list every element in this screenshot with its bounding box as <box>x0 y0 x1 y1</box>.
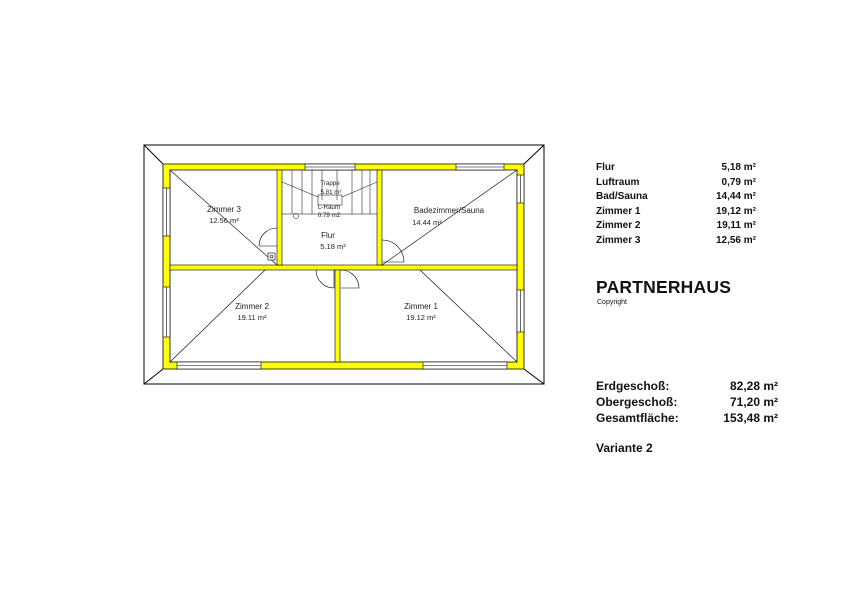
total-row: Erdgeschoß: 82,28 m² <box>596 379 778 393</box>
room-bad-area: 14.44 m² <box>412 218 442 227</box>
room-zimmer-1-area: 19.12 m² <box>406 313 436 322</box>
room-l-raum-area: 0.79 m2 <box>317 212 341 219</box>
roof-outline <box>144 145 544 384</box>
room-zimmer-2-name: Zimmer 2 <box>235 302 269 311</box>
area-totals <box>596 378 778 427</box>
room-trappe-area: 5.81 m² <box>320 189 342 196</box>
legend-row: Luftraum 0,79 m² <box>596 176 756 188</box>
room-zimmer-3-name: Zimmer 3 <box>207 205 241 214</box>
legend-row: Zimmer 1 19,12 m² <box>596 205 756 217</box>
legend-row: Bad/Sauna 14,44 m² <box>596 191 756 203</box>
variant-label: Variante 2 <box>596 441 653 455</box>
interior-walls <box>170 170 517 362</box>
room-flur-name: Flur <box>321 231 335 240</box>
room-flur-area: 5.18 m² <box>320 242 346 251</box>
area-legend <box>596 161 756 249</box>
legend-row: Zimmer 2 19,11 m² <box>596 220 756 232</box>
room-zimmer-3-area: 12.56 m² <box>209 216 239 225</box>
room-trappe-name: Trappe <box>320 180 340 187</box>
total-row: Obergeschoß: 71,20 m² <box>596 395 778 410</box>
room-l-raum-name: L-Raum <box>317 204 341 211</box>
legend-row: Flur 5,18 m² <box>596 162 756 173</box>
total-row: Gesamtfläche: 153,48 m² <box>596 411 778 426</box>
room-zimmer-2-area: 19.11 m² <box>237 313 267 322</box>
room-labels <box>207 180 485 322</box>
room-zimmer-1-name: Zimmer 1 <box>404 302 438 311</box>
brand-title: PARTNERHAUS <box>596 277 732 297</box>
room-bad-name: Badezimmer/Sauna <box>413 206 485 215</box>
copyright-text: Copyright <box>597 299 627 306</box>
legend-row: Zimmer 3 12,56 m² <box>596 234 756 246</box>
